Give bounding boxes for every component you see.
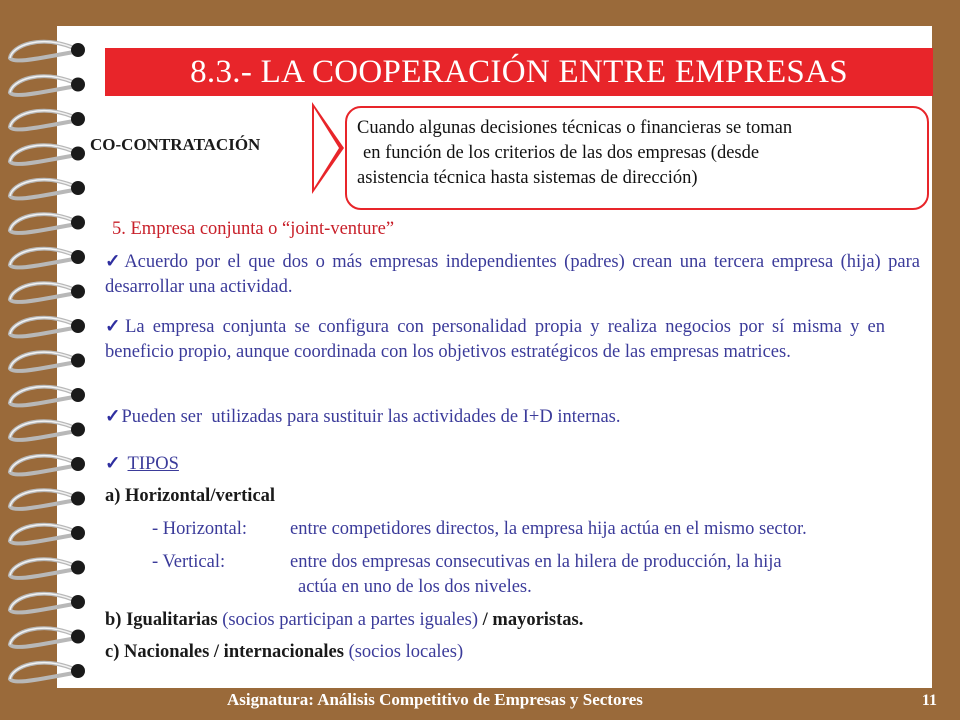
spiral-hole xyxy=(71,664,85,678)
section-heading: 5. Empresa conjunta o “joint-venture” xyxy=(112,219,395,239)
type-c xyxy=(105,640,920,665)
horizontal-label: - Horizontal: xyxy=(152,519,248,539)
type-b-slash: / xyxy=(482,610,488,630)
check-icon: ✓ xyxy=(105,454,121,474)
spiral-hole xyxy=(71,78,85,92)
type-horizontal xyxy=(152,517,942,542)
page-number: 11 xyxy=(921,692,937,709)
type-c-bold: c) Nacionales / internacionales xyxy=(105,642,344,662)
check-icon: ✓ xyxy=(105,407,121,427)
spiral-hole xyxy=(71,112,85,126)
course-name: Asignatura: Análisis Competitivo de Empresas y Sectores xyxy=(227,690,643,709)
footer xyxy=(57,690,937,720)
type-vertical xyxy=(152,550,942,600)
chevron-right-icon xyxy=(311,101,345,195)
spiral-hole xyxy=(71,250,85,264)
type-b-dot: . xyxy=(578,610,584,630)
spiral-hole xyxy=(71,388,85,402)
definition-line-3: asistencia técnica hasta sistemas de dirección) xyxy=(357,168,698,188)
check-icon: ✓ xyxy=(105,252,124,272)
bullet-personalidad-text: La empresa conjunta se configura con personalidad propia y realiza negocios por sí misma y en beneficio propio, aunque coordinada con los objetivos estratégicos de las empresas matrices. xyxy=(105,317,885,362)
definition-line-1: Cuando algunas decisiones técnicas o financieras se toman xyxy=(357,118,793,138)
spiral-hole xyxy=(71,319,85,333)
spiral-hole xyxy=(71,43,85,57)
vertical-text-2: actúa en uno de los dos niveles. xyxy=(298,577,532,597)
spiral-hole xyxy=(71,526,85,540)
type-c-paren: (socios locales) xyxy=(348,642,464,662)
bullet-acuerdo xyxy=(105,250,920,300)
spiral-hole xyxy=(71,630,85,644)
bullet-acuerdo-text: Acuerdo por el que dos o más empresas independientes (padres) crean una tercera empresa (hija) para desarrollar una actividad. xyxy=(105,252,920,297)
check-icon: ✓ xyxy=(105,317,125,337)
horizontal-text: entre competidores directos, la empresa hija actúa en el mismo sector. xyxy=(290,519,807,539)
bullet-id-text: Pueden ser utilizadas para sustituir las actividades de I+D internas. xyxy=(121,407,621,427)
tipos-link[interactable]: TIPOS xyxy=(127,454,179,474)
spiral-hole xyxy=(71,595,85,609)
spiral-binding xyxy=(0,0,110,720)
spiral-hole xyxy=(71,181,85,195)
slide-title: 8.3.- LA COOPERACIÓN ENTRE EMPRESAS xyxy=(105,48,933,96)
type-b-paren: (socios participan a partes iguales) xyxy=(222,610,479,630)
spiral-hole xyxy=(71,423,85,437)
type-a-heading: a) Horizontal/vertical xyxy=(105,486,276,506)
co-contratacion-label: CO-CONTRATACIÓN xyxy=(90,135,261,154)
spiral-hole xyxy=(71,216,85,230)
definition-line-2: en función de los criterios de las dos empresas (desde xyxy=(363,143,760,163)
bullet-personalidad xyxy=(105,315,885,365)
spiral-hole xyxy=(71,457,85,471)
spiral-hole xyxy=(71,561,85,575)
spiral-hole xyxy=(71,147,85,161)
bullet-tipos xyxy=(105,452,920,477)
spiral-hole xyxy=(71,492,85,506)
vertical-label: - Vertical: xyxy=(152,552,226,572)
spiral-hole xyxy=(71,285,85,299)
co-contratacion-definition xyxy=(345,106,929,210)
type-b-bold2: mayoristas xyxy=(492,610,579,630)
vertical-text-1: entre dos empresas consecutivas en la hilera de producción, la hija xyxy=(290,552,782,572)
type-b xyxy=(105,608,920,633)
spiral-hole xyxy=(71,354,85,368)
type-b-bold: b) Igualitarias xyxy=(105,610,218,630)
bullet-id xyxy=(105,405,920,430)
